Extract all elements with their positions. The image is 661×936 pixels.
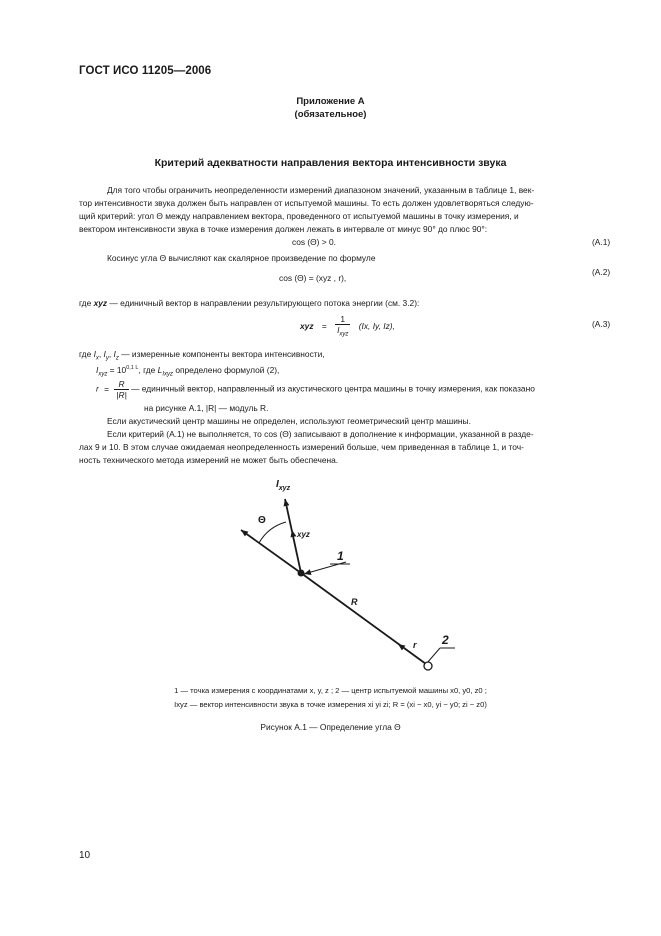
- r-numerator: R: [114, 379, 128, 390]
- eq-a3-rhs: (Ix, Iy, Iz),: [358, 321, 395, 332]
- equation-label-a2: (А.2): [592, 267, 611, 277]
- definition-line: где $I_x$, $I_y$, $I_z$ — измеренные компоненты вектора интенсивности,: [79, 349, 325, 362]
- figure-label-r-vector: R: [351, 597, 358, 607]
- figure-caption-line: Ixyz — вектор интенсивности звука в точке измерения xi yi zi; R = (xi − x0, yi − y0; zi − z0): [174, 700, 487, 709]
- where-word: где: [79, 349, 92, 359]
- definition-line: на рисунке А.1, |R| — модуль R.: [144, 403, 269, 413]
- paragraph-line: ность технического метода измерений не может быть обеспечена.: [79, 455, 339, 465]
- machine-center: [424, 662, 432, 670]
- lixyz-symbol: $L_{Ixyz}$: [157, 364, 173, 378]
- appendix-status: (обязательное): [294, 109, 367, 120]
- figure-label-r-unit: r: [413, 640, 417, 650]
- eq-a3-den-symbol: I: [337, 325, 340, 335]
- iz-symbol: $I_z$: [113, 349, 119, 362]
- eq-a3-numerator: 1: [335, 314, 350, 325]
- ixyz-where: , где: [138, 364, 156, 375]
- where-word: где: [79, 298, 92, 308]
- appendix-title: Приложение А: [296, 96, 365, 107]
- figure-title: Рисунок А.1 — Определение угла Θ: [260, 722, 401, 732]
- callout-2-label: 2: [442, 633, 449, 647]
- figure-label-ixyz: $I_{xyz}$: [276, 479, 291, 492]
- paragraph-line: Если критерий (А.1) не выполняется, то cos (Θ) записывают в дополнение к информации, указанной в разде-: [107, 429, 534, 439]
- paragraph-line: вектором интенсивности звука в точке измерения должен лежать в интервале от минус 90° до плюс 90°:: [79, 224, 488, 234]
- xyz-symbol: xyz: [93, 298, 108, 308]
- ixyz-value: = 10: [109, 364, 127, 375]
- equation-a2: cos (Θ) = (xyz , r),: [279, 273, 347, 283]
- direction-line: [241, 530, 301, 573]
- equation-label-a1: (А.1): [592, 237, 611, 247]
- paragraph-line: щий критерий: угол Θ между направлением вектора, проведенного от испытуемой машины в точку измерения, и: [79, 211, 519, 221]
- paragraph-line: тор интенсивности звука должен быть направлен от испытуемой машины. То есть должен удовлетворяться следую-: [79, 198, 534, 208]
- equation-label-a3: (А.3): [592, 319, 611, 329]
- paragraph-line: лах 9 и 10. В этом случае ожидаемая неопределенность измерений больше, чем приведенная в таблице 1, и точ-: [79, 442, 524, 452]
- components-definition: — измеренные компоненты вектора интенсивности,: [121, 349, 325, 359]
- unit-vector-definition: — единичный вектор в направлении результирующего потока энергии (см. 3.2):: [109, 298, 420, 308]
- figure-label-theta: Θ: [258, 515, 266, 526]
- iy-symbol: $I_y$: [103, 349, 109, 362]
- eq-a3-den-sub: xyz: [339, 331, 349, 338]
- ix-symbol: $I_x$: [93, 349, 99, 362]
- r-definition: — единичный вектор, направленный из акустического центра машины в точку измерения, как показано: [131, 383, 535, 394]
- figure-label-xyz: xyz: [297, 530, 310, 539]
- page-number: 10: [79, 850, 91, 861]
- document-header: ГОСТ ИСО 11205—2006: [79, 65, 212, 77]
- measurement-point: [298, 570, 305, 577]
- definition-line: r = $\frac{R}{|R|}$ — единичный вектор, направленный из акустического центра машины в точку измерения, как показано: [96, 379, 535, 400]
- equation-a1: cos (Θ) > 0.: [292, 237, 336, 247]
- callout-1-label: 1: [337, 549, 344, 563]
- eq-a3-lhs: xyz: [300, 321, 314, 332]
- r-symbol: r: [96, 383, 99, 394]
- ixyz-exponent: 0,1 L: [126, 365, 139, 371]
- eq-a3-equals: =: [321, 321, 327, 332]
- paragraph-line: Для того чтобы ограничить неопределенности измерений диапазоном значений, указанным в таблице 1, век-: [107, 185, 535, 195]
- paragraph-line: Косинус угла Θ вычисляют как скалярное произведение по формуле: [107, 253, 376, 263]
- ixyz-definition: определено формулой (2),: [175, 364, 280, 375]
- figure-caption-line: 1 — точка измерения с координатами x, y, z ; 2 — центр испытуемой машины x0, y0, z0 ;: [174, 686, 487, 695]
- paragraph-line: Если акустический центр машины не определен, используют геометрический центр машины.: [107, 416, 471, 426]
- ixyz-symbol: $I_{xyz}$: [96, 364, 108, 378]
- callout-2-leader: [427, 648, 440, 663]
- r-denominator: |R|: [116, 390, 127, 400]
- section-title: Критерий адекватности направления вектора интенсивности звука: [154, 157, 507, 169]
